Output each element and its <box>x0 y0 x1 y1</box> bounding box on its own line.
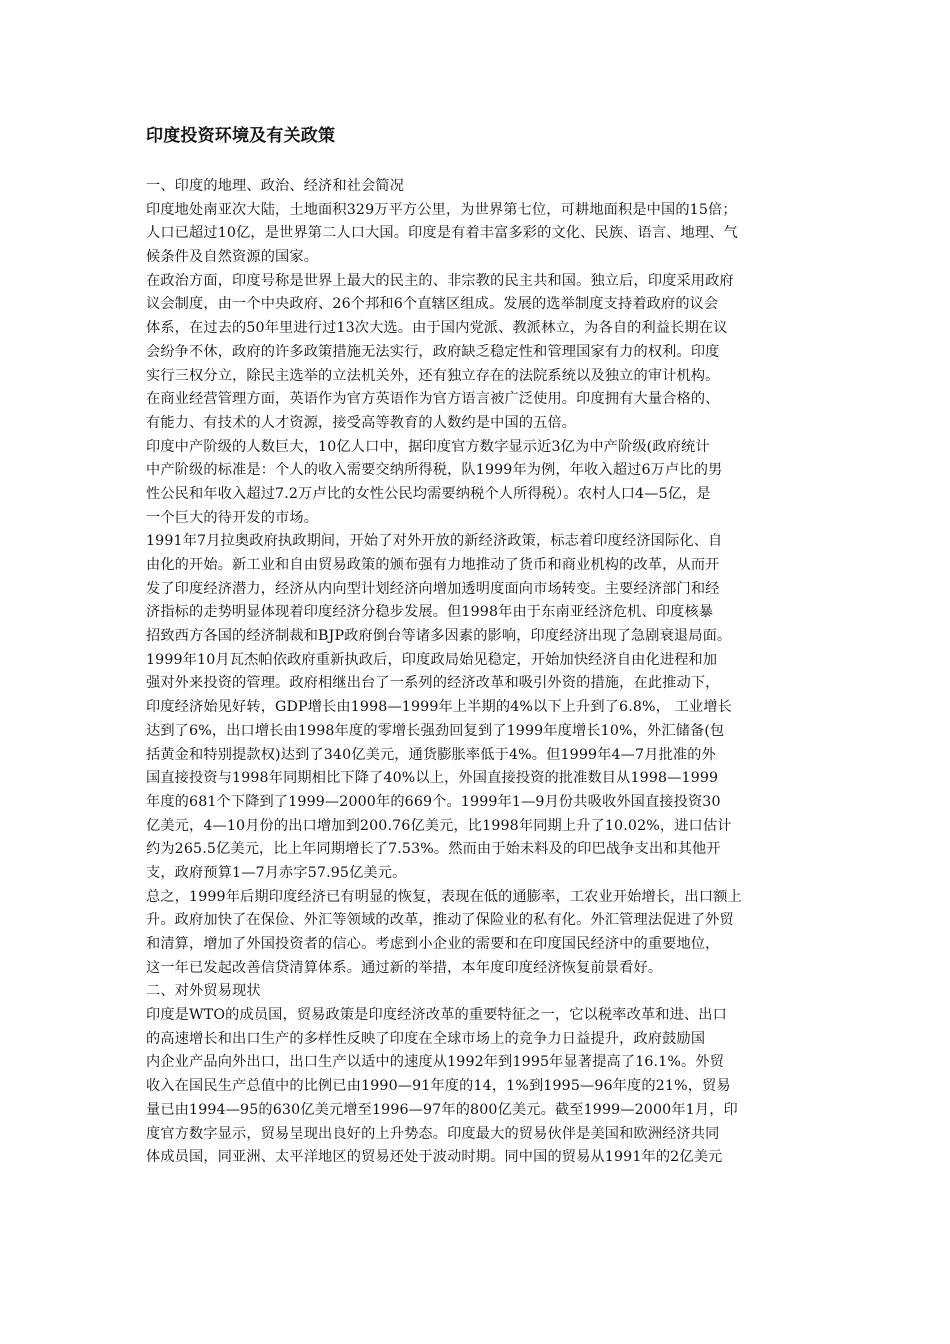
document-line: 的高速增长和出口生产的多样性反映了印度在全球市场上的竞争力日益提升，政府鼓励国 <box>146 1030 706 1047</box>
document-line: 中产阶级的标准是：个人的收入需要交纳所得税，队1999年为例，年收入超过6万卢比的男 <box>146 462 723 479</box>
document-line: 体成员国，同亚洲、太平洋地区的贸易还处于波动时期。同中国的贸易从1991年的2亿美元 <box>146 1149 723 1166</box>
document-line: 印度是WTO的成员国，贸易政策是印度经济改革的重要特征之一，它以税率改革和进、出口 <box>146 1007 727 1024</box>
document-line: 实行三权分立，除民主选举的立法机关外，还有独立存在的法院系统以及独立的审计机构。 <box>146 367 720 384</box>
document-line: 总之，1999年后期印度经济已有明显的恢复，表现在低的通膨率，工农业开始增长，出口额上 <box>146 888 742 905</box>
document-line: 1991年7月拉奥政府执政期间，开始了对外开放的新经济政策，标志着印度经济国际化、自 <box>146 533 723 550</box>
document-line: 有能力、有技术的人才资源，接受高等教育的人数约是中国的五倍。 <box>146 414 577 431</box>
document-line: 候条件及自然资源的国家。 <box>146 249 319 266</box>
document-line: 由化的开始。新工业和自由贸易政策的颁布强有力地推动了货币和商业机构的改革，从而开 <box>146 557 720 573</box>
document-line: 性公民和年收入超过7.2万卢比的女性公民均需要纳税个人所得税）。农村人口4—5亿，是 <box>146 485 711 502</box>
document-line: 括黄金和特别提款权)达到了340亿美元，通货膨胀率低于4%。但1999年4—7月批准的外 <box>146 746 716 763</box>
document-line: 二、对外贸易现状 <box>146 983 261 1000</box>
document-line: 这一年已发起改善信贷清算体系。通过新的举措，本年度印度经济恢复前景看好。 <box>146 959 663 976</box>
document-line: 量已由1994—95的630亿美元增至1996—97年的800亿美元。截至1999—2000年1月，印 <box>146 1101 738 1118</box>
document-line: 内企业产品向外出口，出口生产以适中的速度从1992年到1995年显著提高了16.1%。外贸 <box>146 1054 725 1071</box>
document-line: 体系，在过去的50年里进行过13次大选。由于国内党派、教派林立，为各自的利益长期在议 <box>146 320 728 337</box>
document-title: 印度投资环境及有关政策 <box>146 126 336 146</box>
document-line: 一、印度的地理、政治、经济和社会简况 <box>146 178 405 194</box>
document-line: 会纷争不休，政府的许多政策措施无法实行，政府缺乏稳定性和管理国家有力的权利。印度 <box>146 343 720 360</box>
document-line: 年度的681个下降到了1999—2000年的669个。1999年1—9月份共吸收外国直接投资30 <box>146 793 721 810</box>
document-line: 印度经济始见好转，GDP增长由1998—1999年上半期的4%以下上升到了6.8%， 工业增长 <box>146 699 733 716</box>
document-line: 1999年10月瓦杰帕依政府重新执政后，印度政局始见稳定，开始加快经济自由化进程和加 <box>146 651 718 668</box>
document-line: 约为265.5亿美元，比上年同期增长了7.53%。然而由于始未料及的印巴战争支出和其他开 <box>146 841 721 858</box>
document-line: 升。政府加快了在保俭、外汇等领域的改革，推动了保险业的私有化。外汇管理法促进了外贸 <box>146 912 734 929</box>
document-line: 支，政府预算1—7月赤字57.95亿美元。 <box>146 864 407 881</box>
document-line: 和清算，增加了外国投资者的信心。考虑到小企业的需要和在印度国民经济中的重要地位， <box>146 936 720 952</box>
document-body <box>146 175 808 1170</box>
document-line: 在政治方面，印度号称是世界上最大的民主的、非宗教的民主共和国。独立后，印度采用政府 <box>146 272 734 289</box>
document-line: 议会制度，由一个中央政府、26个邦和6个直辖区组成。发展的选举制度支持着政府的议会 <box>146 296 719 313</box>
document-line: 招致西方各国的经济制裁和BJP政府倒台等诸多因素的影响，印度经济出现了急剧衰退局面。 <box>146 628 732 645</box>
document-line: 在商业经营管理方面，英语作为官方英语作为官方语言被广泛使用。印度拥有大量合格的、 <box>146 391 720 408</box>
document-line: 印度地处南亚次大陆，土地面积329万平方公里，为世界第七位，可耕地面积是中国的15倍； <box>146 201 737 218</box>
document-line: 发了印度经济潜力，经济从内向型计划经济向增加透明度面向市场转变。主要经济部门和经 <box>146 580 720 597</box>
document-line: 国直接投资与1998年同期相比下降了40%以上，外国直接投资的批准数目从1998—1999 <box>146 770 719 787</box>
document-line: 人口已超过10亿，是世界第二人口大国。印度是有着丰富多彩的文化、民族、语言、地理、气 <box>146 225 738 242</box>
document-line: 度官方数字显示，贸易呈现出良好的上升势态。印度最大的贸易伙伴是美国和欧洲经济共同 <box>146 1125 720 1142</box>
document-line: 亿美元，4—10月份的出口增加到200.76亿美元，比1998年同期上升了10.02%，进口估计 <box>146 817 732 834</box>
document-line: 强对外来投资的管理。政府相继出台了一系列的经济改革和吸引外资的措施，在此推动下， <box>146 675 720 692</box>
document-line: 一个巨大的待开发的市场。 <box>146 509 319 526</box>
document-line: 达到了6%，出口增长由1998年度的零增长强劲回复到了1999年度增长10%，外汇储备(包 <box>146 722 725 739</box>
document-line: 印度中产阶级的人数巨大，10亿人口中，据印度官方数字显示近3亿为中产阶级(政府统计 <box>146 438 710 455</box>
document-line: 济指标的走势明显体现着印度经济分稳步发展。但1998年由于东南亚经济危机、印度核暴 <box>146 604 714 621</box>
document-line: 收入在国民生产总值中的比例已由1990—91年度的14，1%到1995—96年度的21%，贸易 <box>146 1078 731 1095</box>
